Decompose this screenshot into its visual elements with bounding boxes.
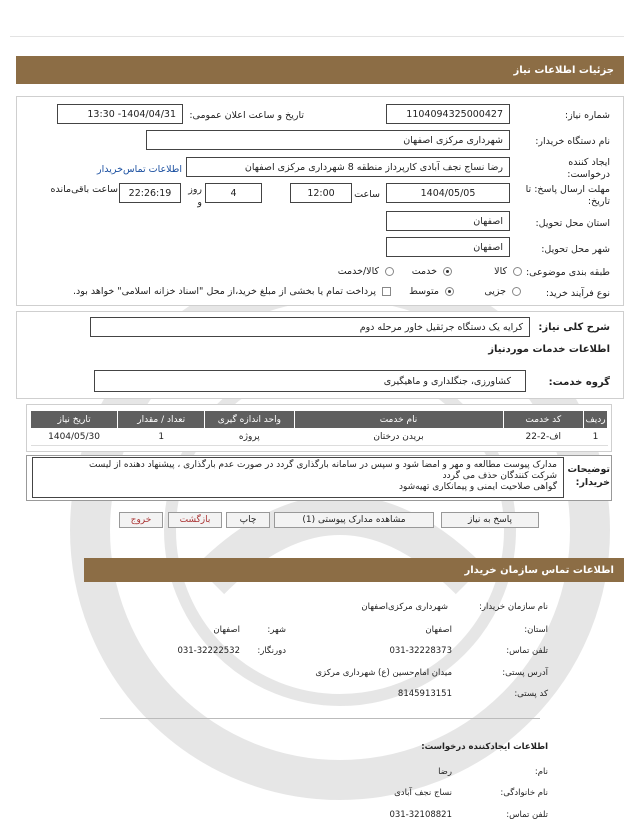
items-table xyxy=(30,410,608,446)
announce-field: 1404/04/31- 13:30 xyxy=(57,104,183,124)
deadline-date-field: 1404/05/05 xyxy=(386,183,510,203)
creator-family-value: نساج نجف آبادی xyxy=(394,788,452,798)
service-group-field: کشاورزی، جنگلداری و ماهیگیری xyxy=(94,370,526,392)
notes-line-3: گواهی صلاحیت ایمنی و پیمانکاری تهیه‌شود xyxy=(398,482,557,492)
summary-label: شرح کلی نیاز: xyxy=(538,322,610,333)
city-label: شهر محل تحویل: xyxy=(541,244,610,255)
notes-line-2: شرکت کنندگان حذف می گردد xyxy=(442,471,557,481)
cell-qty: 1 xyxy=(118,429,205,446)
purchase-process-label: نوع فرآیند خرید: xyxy=(545,288,610,299)
creator-field: رضا نساج نجف آبادی کارپرداز منطقه 8 شهرداری مرکزی اصفهان xyxy=(186,157,510,177)
remaining-time-field: 22:26:19 xyxy=(119,183,181,203)
city-contact-label: شهر: xyxy=(267,625,286,635)
exit-button[interactable]: خروج xyxy=(119,512,163,528)
notes-line-1: مدارک پیوست مطالعه و مهر و امضا شود و سپس در سامانه بارگذاری گردد در صورت عدم بارگذاری ، پیشنهاد دهنده از لیست xyxy=(88,460,557,470)
deadline-time-field: 12:00 xyxy=(290,183,352,203)
radio-service[interactable] xyxy=(443,267,452,276)
and-label: و xyxy=(197,197,202,208)
fax-value: 031-32222532 xyxy=(177,646,240,656)
org-label: نام سازمان خریدار: xyxy=(479,602,548,612)
table-row xyxy=(31,429,608,446)
radio-service-label: خدمت xyxy=(411,266,437,277)
address-value: میدان امام‌حسین (ع) شهرداری مرکزی xyxy=(315,668,452,678)
city-field: اصفهان xyxy=(386,237,510,257)
buyer-org-field: شهرداری مرکزی اصفهان xyxy=(146,130,510,150)
details-title: جزئیات اطلاعات نیاز xyxy=(513,64,614,76)
city-contact-value: اصفهان xyxy=(213,625,240,635)
services-heading: اطلاعات خدمات موردنیاز xyxy=(488,344,610,355)
radio-medium[interactable] xyxy=(445,287,454,296)
cell-name: بریدن درختان xyxy=(294,429,503,446)
col-qty: تعداد / مقدار xyxy=(118,411,205,429)
postal-label: کد پستی: xyxy=(514,689,548,699)
remaining-label: ساعت باقی‌مانده xyxy=(50,184,118,195)
radio-partial[interactable] xyxy=(512,287,521,296)
cell-row: 1 xyxy=(584,429,608,446)
back-button[interactable]: بازگشت xyxy=(168,512,222,528)
radio-goods-service[interactable] xyxy=(385,267,394,276)
buyer-org-label: نام دستگاه خریدار: xyxy=(535,136,610,147)
reply-button[interactable]: پاسخ به نیاز xyxy=(441,512,539,528)
creator-info-heading: اطلاعات ایجادکننده درخواست: xyxy=(421,742,548,752)
need-number-label: شماره نیاز: xyxy=(564,110,610,121)
details-header xyxy=(16,56,624,84)
cell-code: ا‌ف-2-22 xyxy=(503,429,584,446)
radio-medium-label: متوسط xyxy=(409,286,439,297)
address-label: آدرس پستی: xyxy=(502,668,548,678)
radio-partial-label: جزیی xyxy=(484,286,506,297)
creator-phone-value: 031-32108821 xyxy=(389,810,452,820)
category-label: طبقه بندی موضوعی: xyxy=(525,267,610,278)
day-label: روز xyxy=(188,184,202,195)
treasury-checkbox[interactable] xyxy=(382,287,391,296)
creator-phone-label: تلفن تماس: xyxy=(506,810,548,820)
creator-name-label: نام: xyxy=(534,767,548,777)
announce-label: تاریخ و ساعت اعلان عمومی: xyxy=(189,110,304,121)
view-attachments-button[interactable]: مشاهده مدارک پیوستی (1) xyxy=(274,512,434,528)
col-unit: واحد اندازه گیری xyxy=(205,411,294,429)
notes-label: توضیحات خریدار: xyxy=(567,464,610,488)
days-field: 4 xyxy=(205,183,262,203)
province-label: استان محل تحویل: xyxy=(535,218,610,229)
buyer-contact-link[interactable]: اطلاعات تماس‌خریدار xyxy=(97,164,182,175)
col-row: ردیف xyxy=(584,411,608,429)
creator-name-value: رضا xyxy=(438,767,452,777)
org-value: شهرداری مرکزی‌اصفهان xyxy=(361,602,448,612)
province-contact-label: استان: xyxy=(524,625,548,635)
province-field: اصفهان xyxy=(386,211,510,231)
need-number-field: 1104094325000427 xyxy=(386,104,510,124)
contact-title: اطلاعات تماس سازمان خریدار xyxy=(464,564,614,576)
province-contact-value: اصفهان xyxy=(425,625,452,635)
col-name: نام خدمت xyxy=(294,411,503,429)
summary-field: کرایه یک دستگاه جرثقیل خاور مرحله دوم xyxy=(90,317,530,337)
cell-date: 1404/05/30 xyxy=(31,429,118,446)
creator-label: ایجاد کننده درخواست: xyxy=(567,157,610,180)
contact-header xyxy=(84,558,624,582)
notes-field xyxy=(32,457,564,498)
print-button[interactable]: چاپ xyxy=(226,512,270,528)
radio-goods-service-label: کالا/خدمت xyxy=(337,266,379,277)
phone-value: 031-32228373 xyxy=(389,646,452,656)
service-group-label: گروه خدمت: xyxy=(548,377,610,388)
postal-value: 8145913151 xyxy=(397,689,452,699)
col-code: کد خدمت xyxy=(503,411,584,429)
cell-unit: پروژه xyxy=(205,429,294,446)
fax-label: دورنگار: xyxy=(257,646,286,656)
creator-family-label: نام خانوادگی: xyxy=(500,788,548,798)
col-date: تاریخ نیاز xyxy=(31,411,118,429)
radio-goods-label: کالا xyxy=(494,266,507,277)
phone-label: تلفن تماس: xyxy=(506,646,548,656)
deadline-label: مهلت ارسال پاسخ: تا تاریخ: xyxy=(525,184,610,207)
treasury-note: پرداخت تمام یا بخشی از مبلغ خرید،از محل "اسناد خزانه اسلامی" خواهد بود. xyxy=(73,286,376,297)
radio-goods[interactable] xyxy=(513,267,522,276)
time-label: ساعت xyxy=(354,189,380,200)
